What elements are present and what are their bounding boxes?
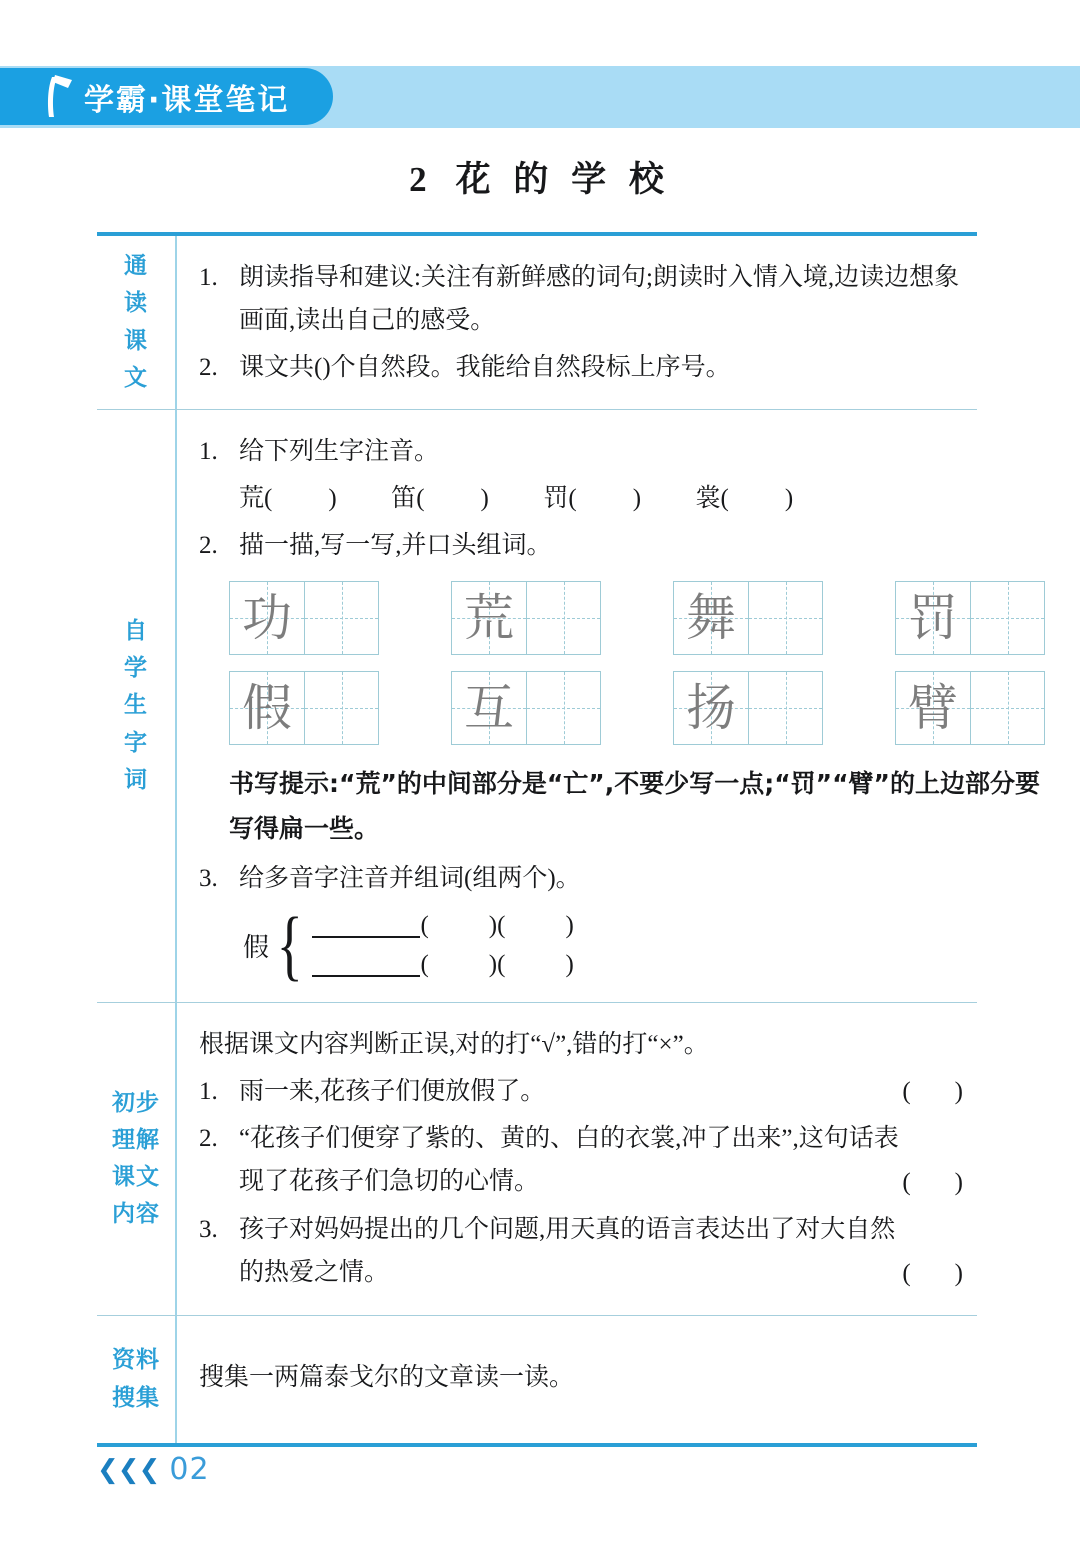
pinyin-char: 笛 — [391, 485, 417, 512]
label-char: 搜集 — [112, 1384, 160, 1411]
page-number: 02 — [169, 1452, 210, 1487]
answer-box[interactable]: ( ) — [902, 1078, 963, 1106]
pinyin-blank[interactable]: 罚( ) — [543, 485, 642, 512]
label-char: 文 — [124, 364, 148, 391]
tianzige-cell-filled — [896, 672, 970, 744]
list-item — [199, 1117, 963, 1204]
label-char: 课 — [124, 327, 148, 354]
task-text: 搜集一两篇泰戈尔的文章读一读。 — [199, 1364, 575, 1392]
pinyin-char: 裳 — [695, 485, 721, 512]
label-char: 生 — [124, 692, 148, 719]
item-number: 2. — [199, 532, 218, 559]
label-char: 自 — [124, 617, 148, 644]
label-char: 学 — [124, 655, 148, 682]
tianzige-cell-empty[interactable] — [970, 582, 1044, 654]
section-label-ziliao — [97, 1316, 177, 1443]
list-item — [199, 1070, 963, 1113]
item-text-after: )个自然段。我能给自然段标上序号。 — [322, 354, 731, 381]
tianzige-cell-filled — [674, 582, 748, 654]
item-number: 1. — [199, 264, 218, 291]
practice-char: 假 — [242, 680, 292, 736]
item-text-before: 课文共( — [239, 354, 323, 381]
label-char: 词 — [124, 766, 148, 793]
curly-brace-icon: { — [276, 901, 303, 988]
tianzige-cell-filled — [230, 672, 304, 744]
tianzige-cell-filled — [452, 582, 526, 654]
label-char: 内容 — [112, 1201, 160, 1228]
list-item — [199, 346, 963, 389]
tianzige-cell-filled — [674, 672, 748, 744]
writing-tip — [199, 761, 1045, 851]
section-content-zixue — [177, 410, 1059, 1002]
lesson-title: 花 的 学 校 — [455, 160, 671, 199]
item-text: 朗读指导和建议:关注有新鲜感的词句;朗读时入情入境,边读边想象画面,读出自己的感受。 — [239, 264, 960, 334]
tianzige-box[interactable] — [451, 671, 601, 745]
pinyin-blank[interactable]: 笛( ) — [391, 485, 489, 512]
tianzige-box[interactable] — [229, 671, 379, 745]
instruction-text: 根据课文内容判断正误,对的打“√”,错的打“×”。 — [199, 1031, 709, 1059]
polyphone-block — [199, 901, 1045, 988]
label-char: 理解 — [112, 1126, 160, 1153]
section-row-lijie — [97, 1003, 977, 1316]
item-text: 给下列生字注音。 — [239, 438, 440, 465]
tianzige-cell-empty[interactable] — [970, 672, 1044, 744]
grid-row — [229, 671, 1045, 745]
section-row-tongdu — [97, 236, 977, 410]
item-number: 1. — [199, 438, 218, 465]
answer-box[interactable]: ( ) — [902, 1260, 963, 1288]
practice-char: 臂 — [908, 680, 958, 736]
practice-char: 罚 — [908, 590, 958, 646]
list-item — [199, 1208, 963, 1295]
pen-icon — [42, 73, 76, 121]
item-text: 给多音字注音并组词(组两个)。 — [239, 865, 581, 892]
practice-char: 扬 — [686, 680, 736, 736]
polyphone-char: 假 — [243, 932, 270, 962]
word-blank[interactable]: ( )( ) — [420, 951, 574, 979]
word-blank[interactable]: ( )( ) — [420, 912, 574, 940]
item-text — [239, 1070, 963, 1113]
tianzige-box[interactable] — [895, 581, 1045, 655]
pinyin-blank[interactable]: 荒( ) — [239, 485, 337, 512]
tianzige-cell-empty[interactable] — [748, 582, 822, 654]
item-number: 2. — [199, 1125, 218, 1153]
item-number: 2. — [199, 354, 218, 381]
tianzige-box[interactable] — [673, 671, 823, 745]
polyphone-row[interactable] — [312, 913, 573, 938]
brand-pill — [0, 68, 333, 125]
label-char: 读 — [124, 290, 148, 317]
tianzige-cell-empty[interactable] — [526, 672, 600, 744]
section-label-tongdu — [97, 236, 177, 409]
writing-tip-heading: 书写提示 — [229, 769, 330, 798]
list-item — [199, 256, 963, 342]
page-title — [0, 152, 1080, 202]
practice-char: 互 — [464, 680, 514, 736]
item-number: 3. — [199, 865, 218, 892]
item-text — [239, 346, 963, 389]
tianzige-cell-empty[interactable] — [526, 582, 600, 654]
practice-char: 荒 — [464, 590, 514, 646]
section-content-ziliao — [177, 1316, 977, 1443]
tianzige-cell-filled — [230, 582, 304, 654]
label-char: 通 — [124, 253, 148, 279]
judge-statement: “花孩子们便穿了紫的、黄的、白的衣裳,冲了出来”,这句话表现了花孩子们急切的心情。 — [239, 1125, 899, 1196]
label-char: 初步 — [112, 1089, 160, 1116]
list-item — [199, 430, 1045, 473]
character-practice-grid — [199, 581, 1045, 745]
section-row-ziliao — [97, 1316, 977, 1443]
grid-row — [229, 581, 1045, 655]
pinyin-char: 荒 — [239, 485, 265, 512]
section-label-zixue — [97, 410, 177, 1002]
practice-char: 舞 — [686, 590, 736, 646]
pinyin-blank-row — [199, 477, 1045, 520]
judge-statement: 雨一来,花孩子们便放假了。 — [239, 1078, 546, 1106]
tianzige-cell-empty[interactable] — [304, 672, 378, 744]
label-char: 资料 — [112, 1347, 160, 1374]
list-item — [199, 857, 1045, 900]
label-char: 字 — [124, 729, 148, 756]
answer-box[interactable]: ( ) — [902, 1169, 963, 1197]
brand-label: 学霸·课堂笔记 — [84, 82, 290, 118]
page-footer — [97, 1452, 210, 1487]
chevron-left-icon: ❮❮❮ — [97, 1454, 160, 1485]
tianzige-cell-empty[interactable] — [304, 582, 378, 654]
pinyin-write-line[interactable] — [312, 953, 420, 977]
tianzige-cell-filled — [896, 582, 970, 654]
section-content-tongdu — [177, 236, 977, 409]
section-content-lijie — [177, 1003, 977, 1315]
polyphone-row[interactable] — [312, 952, 573, 977]
label-char: 课文 — [112, 1164, 160, 1191]
practice-char: 功 — [242, 590, 292, 646]
tianzige-box[interactable] — [673, 581, 823, 655]
worksheet-table — [97, 232, 1040, 1447]
pinyin-char: 罚 — [543, 485, 569, 512]
writing-tip-text: :“荒”的中间部分是“亡”,不要少写一点;“罚”“臂”的上边部分要写得扁一些。 — [229, 769, 1040, 843]
tianzige-box[interactable] — [229, 581, 379, 655]
tianzige-box[interactable] — [451, 581, 601, 655]
tianzige-box[interactable] — [895, 671, 1045, 745]
item-number: 1. — [199, 1078, 218, 1106]
pinyin-blank[interactable]: 裳( ) — [695, 485, 794, 512]
section-label-lijie — [97, 1003, 177, 1315]
item-text: 描一描,写一写,并口头组词。 — [239, 532, 552, 559]
pinyin-write-line[interactable] — [312, 914, 420, 938]
tianzige-cell-empty[interactable] — [748, 672, 822, 744]
list-item — [199, 524, 1045, 567]
item-text — [239, 1208, 963, 1295]
item-text — [239, 1117, 963, 1204]
judge-statement: 孩子对妈妈提出的几个问题,用天真的语言表达出了对大自然的热爱之情。 — [239, 1216, 896, 1287]
section-row-zixue — [97, 410, 1040, 1003]
item-number: 3. — [199, 1216, 218, 1244]
lesson-number: 2 — [409, 160, 434, 199]
tianzige-cell-filled — [452, 672, 526, 744]
